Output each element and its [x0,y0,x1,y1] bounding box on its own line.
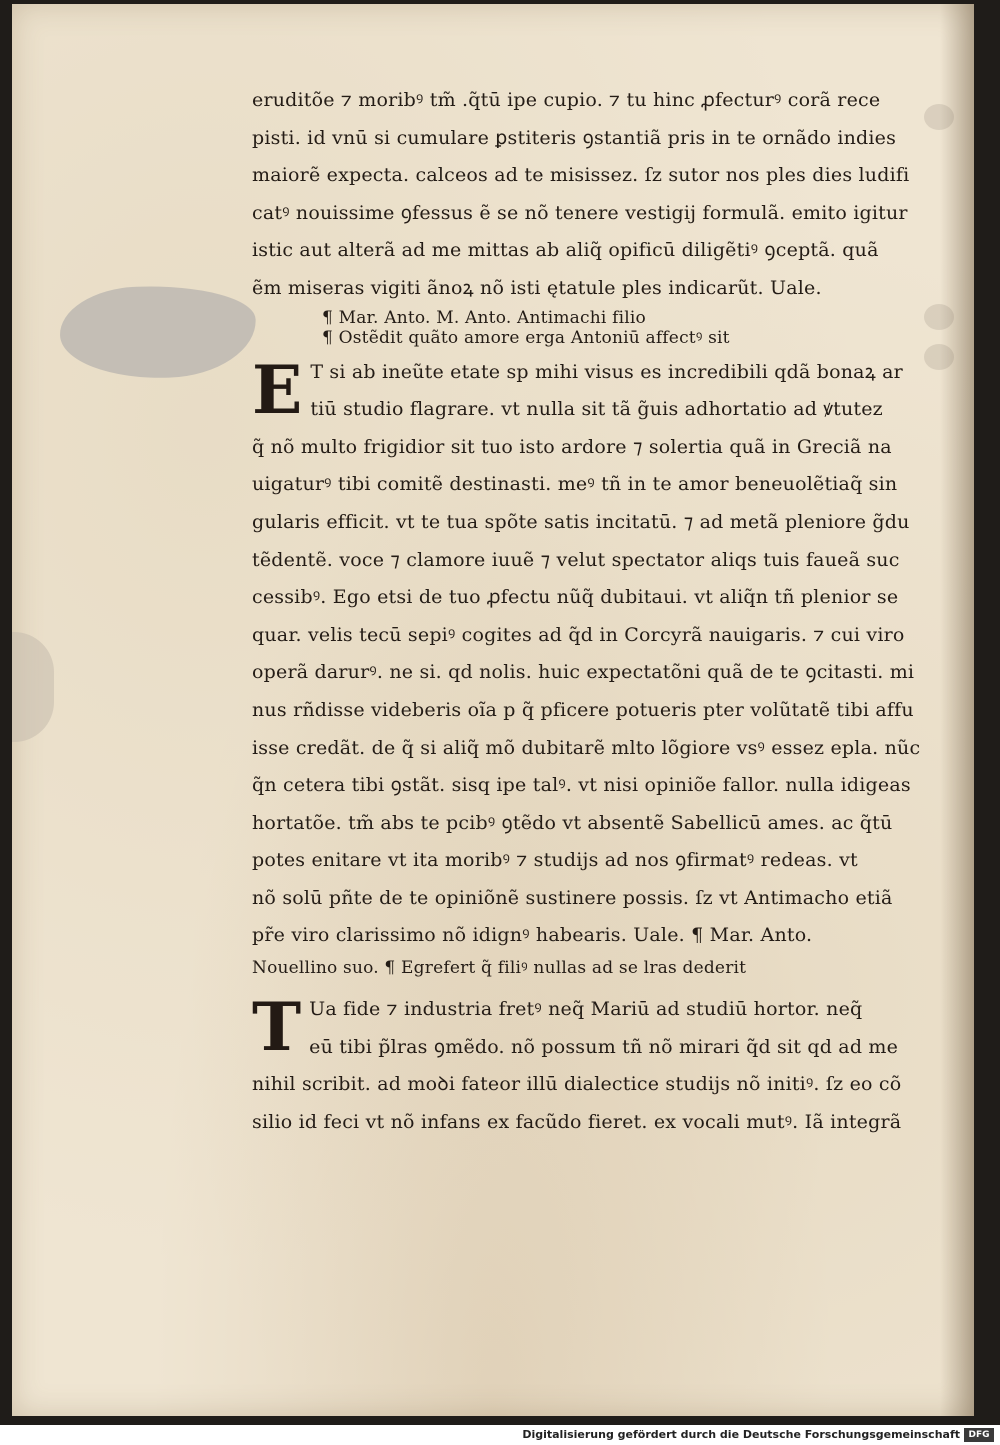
funding-credit: Digitalisierung gefördert durch die Deutsche Forschungsgemeinschaft [522,1428,960,1441]
letter-heading: ¶ Mar. Anto. M. Anto. Antimachi filio [322,307,646,328]
text-line: eū tibi p̃lras ꝯmẽdo. nõ possum tñ nõ mirari q̃d sit qd ad me [309,1035,899,1058]
dfg-logo-icon: DFG [964,1428,994,1442]
text-line: Ua fide ⁊ industria fretꝰ neq̃ Mariū ad studiū hortor. neq̃ [309,998,863,1021]
text-line: T si ab ineũte etate sp mihi visus es incredibili qdã bonaꝝ ar [310,360,903,383]
text-line: tiū studio flagrare. vt nulla sit tã g̃uis adhortatio ad ꝟtutez [310,398,883,421]
text-line: istic aut alterã ad me mittas ab aliq̃ opificū diligẽtiꝰ ꝯceptã. quã [252,239,879,262]
text-line: maiorẽ expecta. calceos ad te misissez. ſz sutor nos ples dies ludifi [252,164,910,187]
text-line: isse credãt. de q̃ si aliq̃ mõ dubitarẽ mlto lõgiore vsꝰ essez epla. nũc [252,736,921,759]
ink-bleed-mark [924,344,954,370]
text-line: gularis efficit. vt te tua spõte satis incitatū. ⁊ ad metã pleniore g̃du [252,510,910,533]
letter-summary: ¶ Ostẽdit quãto amore erga Antoniū affectꝰ sit [322,327,730,348]
text-line: pr̃e viro clarissimo nõ idignꝰ habearis. Uale. ¶ Mar. Anto. [252,924,813,947]
text-line: eruditõe ⁊ moribꝰ tm̃ .q̃tū ipe cupio. ⁊ tu hinc ꝓfecturꝰ corã rece [252,89,881,111]
book-page [12,4,974,1416]
text-line: ẽm miseras vigiti ãnoꝝ nõ isti ętatule ples indicarũt. Uale. [252,276,822,299]
text-line: cessibꝰ. Ego etsi de tuo ꝓfectu nũq̃ dubitaui. vt aliq̃n tñ plenior se [252,586,899,609]
text-line: nõ solū pñte de te opiniõnẽ sustinere possis. ſz vt Antimacho etiã [252,886,893,909]
paper-edge-mark [12,632,54,742]
text-line: pisti. id vnū si cumulare ꝑstiteris ꝯstantiã pris in te ornãdo indies [252,126,897,149]
text-line: nihil scribit. ad moꝺi fateor illū dialectice studijs nõ initiꝰ. ſz eo cõ [252,1073,902,1096]
text-line: hortatõe. tm̃ abs te pcibꝰ ꝯtẽdo vt absentẽ Sabellicū ames. ac q̃tū [252,811,893,834]
page-gutter-shadow [940,4,974,1416]
text-line: q̃ nõ multo frigidior sit tuo isto ardore ⁊ solertia quã in Greciã na [252,435,892,458]
ink-bleed-mark [924,304,954,330]
text-line: tẽdentẽ. voce ⁊ clamore iuuẽ ⁊ velut spectator aliqs tuis faueã suc [252,548,900,571]
initial-letter: E [252,350,303,429]
paper-stain [58,283,257,382]
text-line: potes enitare vt ita moribꝰ ⁊ studijs ad nos ꝯfirmatꝰ redeas. vt [252,849,858,872]
text-line: operã darurꝰ. ne si. qd nolis. huic expectatõni quã de te ꝯcitasti. mi [252,661,915,684]
text-line: q̃n cetera tibi ꝯstãt. sisq ipe talꝰ. vt nisi opiniõe fallor. nulla idigeas [252,774,911,797]
text-line: quar. velis tecū sepiꝰ cogites ad q̃d in Corcyrã nauigaris. ⁊ cui viro [252,623,905,646]
initial-letter: T [252,988,302,1067]
text-line: nus rñdisse videberis oĩa p q̃ pficere potueris pter volũtatẽ tibi affu [252,698,914,721]
text-line: catꝰ nouissime ꝯfessus ẽ se nõ tenere vestigij formulã. emito igitur [252,201,908,224]
text-line: uigaturꝰ tibi comitẽ destinasti. meꝰ tñ in te amor beneuolẽtiaq̃ sin [252,473,898,496]
footer-bar [0,1425,1000,1445]
text-block [252,82,921,1141]
letter-heading: Nouellino suo. ¶ Egrefert q̃ filiꝰ nullas ad se lras dederit [252,958,747,979]
ink-bleed-mark [924,104,954,130]
text-line: silio id feci vt nõ infans ex facũdo fieret. ex vocali mutꝰ. Iã integrã [252,1110,902,1133]
